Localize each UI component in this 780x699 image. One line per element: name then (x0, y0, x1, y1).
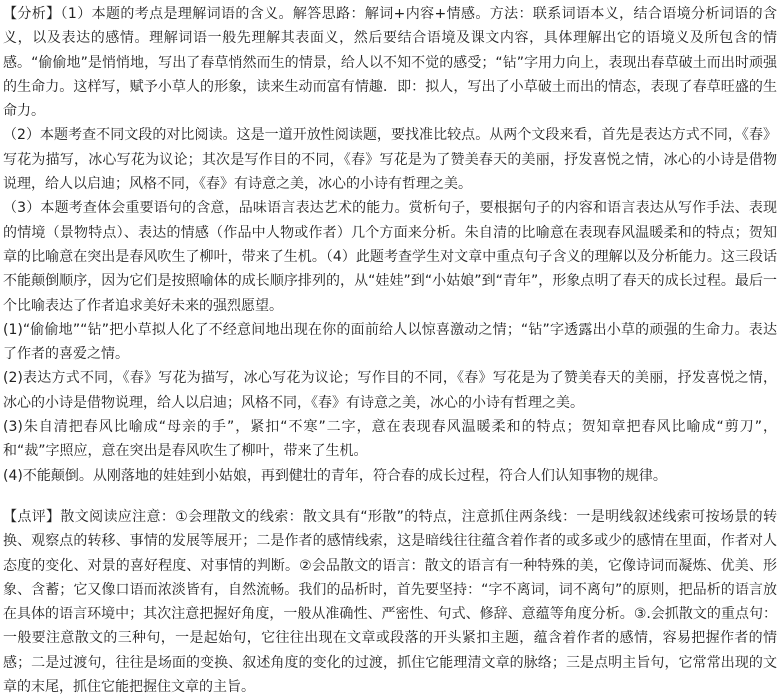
answer-2: (2)表达方式不同，《春》写花为描写，冰心写花为议论；写作目的不同，《春》写花是为了赞美春天的美丽，抒发喜悦之情，冰心的小诗是借物说理，给人以启迪；风格不同，《春》有诗意之美，冰心的小诗有哲理之美。 (3, 370, 777, 411)
answer-3: (3)朱自清把春风比喻成“母亲的手”，紧扣“不寒”二字，意在表现春风温暖柔和的特点；贺知章把春风比喻成“剪刀”，和“裁”字照应，意在突出是春风吹生了柳叶，带来了生机。 (3, 419, 777, 460)
answer-4: (4)不能颠倒。从刚落地的娃娃到小姑娘，再到健壮的青年，符合春的成长过程，符合人们认知事物的规律。 (3, 467, 667, 484)
analysis-paragraph-1: 【分析】（1）本题的考点是理解词语的含义。解答思路：解词+内容+情感。方法：联系词语本义，结合语境分析词语的含义，以及表达的感情。理解词语一般先理解其表面义，然后要结合语境及课文内容，具体理解出它的语境义及所包含的情感。“偷偷地”是悄悄地，写出了春草悄然而生的情景，给人以不知不觉的感受；“钻”字用力向上，表现出春草破土而出时顽强的生命力。这样写，赋予小草人的形象，读来生动而富有情趣．即：拟人，写出了小草破土而出的情态，表现了春草旺盛的生命力。 (3, 6, 777, 120)
analysis-paragraph-3: （3）本题考查体会重要语句的含意，品味语言表达艺术的能力。赏析句子，要根据句子的内容和语言表达从写作手法、表现的情境（景物特点）、表达的情感（作品中人物或作者）几个方面来分析。朱自清的比喻意在表现春风温暖柔和的特点；贺知章的比喻意在突出是春风吹生了柳叶，带来了生机。（4）此题考查学生对文章中重点句子含义的理解以及分析能力。这三段话不能颠倒顺序，因为它们是按照喻体的成长顺序排列的，从“娃娃”到“小姑娘”到“青年”，形象点明了春天的成长过程。最后一个比喻表达了作者追求美好未来的强烈愿望。 (3, 200, 777, 314)
section-gap (3, 488, 777, 505)
comment-paragraph: 【点评】散文阅读应注意：①会理散文的线索：散文具有“形散”的特点，注意抓住两条线：一是明线叙述线索可按场景的转换、观察点的转移、事情的发展等展开；二是作者的感情线索，这是暗线往往蕴含着作者的或多或少的感情在里面，作者对人态度的变化、对景的喜好程度、对事情的判断。②会品散文的语言：散文的语言有一种特殊的美，它像诗词而凝炼、优美、形象、含蓄；它又像口语而浓淡皆有，自然流畅。我们的品析时，首先要坚持：“字不离词，词不离句”的原则，把品析的语言放在具体的语言环境中；其次注意把握好角度，一般从准确性、严密性、句式、修辞、意蕴等角度分析。③.会抓散文的重点句：一般要注意散文的三种句，一是起始句，它往往出现在文章或段落的开头紧扣主题，蕴含着作者的感情，容易把握作者的情感；二是过渡句，往往是场面的变换、叙述角度的变化的过渡，抓住它能理清文章的脉络；三是点明主旨句，它常常出现的文章的末尾，抓住它能把握住文章的主旨。 (3, 508, 777, 696)
analysis-paragraph-2: （2）本题考查不同文段的对比阅读。这是一道开放性阅读题，要找准比较点。从两个文段来看，首先是表达方式不同，《春》写花为描写，冰心写花为议论；其次是写作目的不同，《春》写花是为了赞美春天的美丽，抒发喜悦之情，冰心的小诗是借物说理，给人以启迪；风格不同，《春》有诗意之美，冰心的小诗有哲理之美。 (3, 127, 777, 193)
answer-1: (1)“偷偷地”“钻”把小草拟人化了不经意间地出现在你的面前给人以惊喜激动之情；“钻”字透露出小草的顽强的生命力。表达了作者的喜爱之情。 (3, 321, 777, 363)
